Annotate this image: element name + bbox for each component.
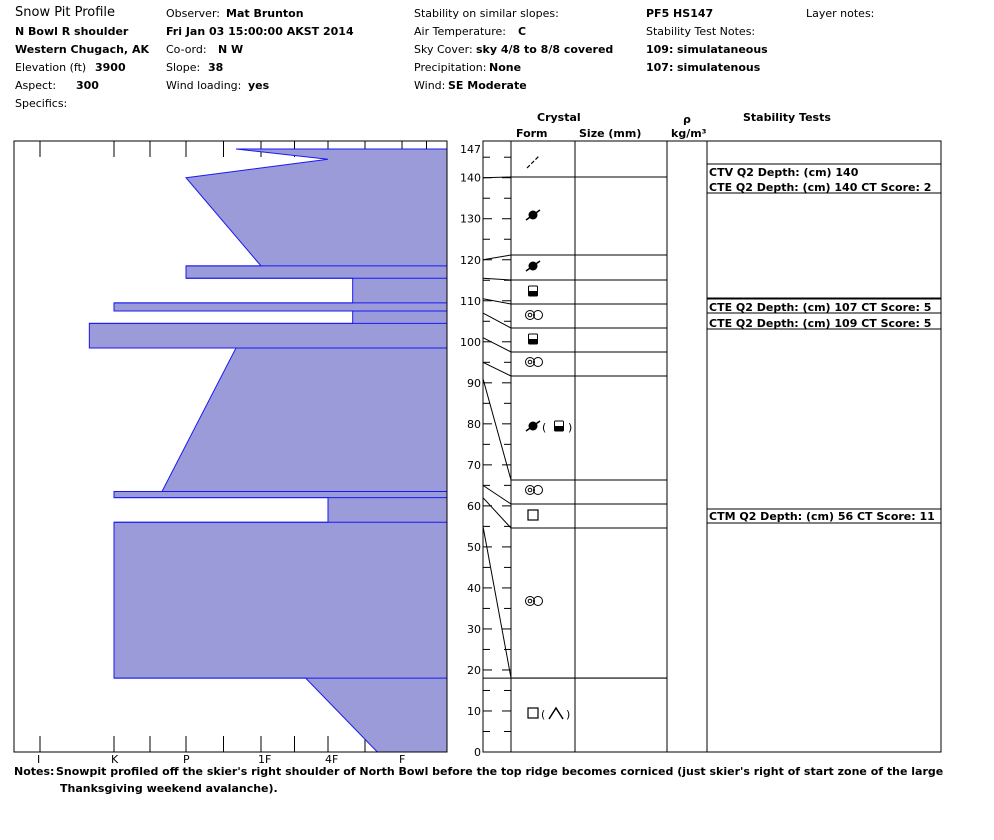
wind-loading-value: yes [248,79,270,92]
crystal-form-rg-icon [526,311,543,320]
svg-text:): ) [566,708,571,721]
depth-tick-label: 100 [460,335,481,349]
crystal-form-df-icon [526,210,540,220]
layer-connector [483,485,511,504]
sky-cover-value: sky 4/8 to 8/8 covered [476,43,614,56]
density-symbol: ρ [683,113,691,126]
precipitation-label: Precipitation: [414,61,487,74]
slope-value: 38 [208,61,224,74]
air-temp-label: Air Temperature: [414,25,506,38]
crystal-form-/-icon [527,156,539,168]
crystal-form-rg-icon [526,597,543,606]
svg-text:(: ( [542,421,547,434]
crystal-form-rg-icon [526,486,543,495]
layer-connector [483,362,511,376]
layer-connector [483,177,511,178]
crystal-form-column [526,156,573,721]
depth-tick-label: 140 [460,171,481,185]
aspect-label: Aspect: [15,79,57,92]
crystal-form-fc-icon [528,510,538,520]
stability-note-1-depth: 109: [646,43,674,56]
hardness-tick-label: K [111,753,119,766]
stability-test-label: CTE Q2 Depth: (cm) 140 CT Score: 2 [709,181,932,194]
stability-test-label: CTV Q2 Depth: (cm) 140 [709,166,859,179]
depth-tick-label: 60 [467,499,481,513]
hardness-axis-labels [37,753,405,766]
depth-tick-label: 10 [467,704,481,718]
crystal-form-df-fcxr--icon [526,421,572,434]
notes-line-1: Snowpit profiled off the skier's right shoulder of North Bowl before the top ridge becomes corniced (just skier's right of start zone of the large [56,765,944,778]
coord-label: Co-ord: [166,43,207,56]
depth-tick-label: 90 [467,376,481,390]
wind-value: SE Moderate [448,79,527,92]
observer-value: Mat Brunton [226,7,304,20]
form-header: Form [516,127,548,140]
svg-text:): ) [568,421,573,434]
crystal-form-fcxr-icon [529,286,538,296]
crystal-grid [483,141,941,752]
stability-test-label: CTE Q2 Depth: (cm) 107 CT Score: 5 [709,301,932,314]
sky-cover-label: Sky Cover: [414,43,473,56]
hardness-tick-label: P [183,753,190,766]
coord-value: N W [218,43,244,56]
depth-tick-label: 30 [467,622,481,636]
size-header: Size (mm) [579,127,642,140]
wind-label: Wind: [414,79,446,92]
stability-note-2-depth: 107: [646,61,674,74]
elevation-value: 3900 [95,61,126,74]
elevation-label: Elevation (ft) [15,61,87,74]
datetime-value: Fri Jan 03 15:00:00 AKST 2014 [166,25,354,38]
layer-connector [483,278,511,280]
pit-region: Western Chugach, AK [15,43,149,56]
depth-tick-label: 20 [467,663,481,677]
pit-location: N Bowl R shoulder [15,25,129,38]
hardness-tick-label: 4F [325,753,339,766]
stability-notes-label: Stability Test Notes: [646,25,756,38]
specifics-label: Specifics: [15,97,68,110]
depth-tick-label: 80 [467,417,481,431]
air-temp-value: C [518,25,527,38]
depth-tick-label: 50 [467,540,481,554]
hardness-tick-label: 1F [258,753,272,766]
density-unit: kg/m³ [671,127,707,140]
layer-connector [483,338,511,352]
stability-test-label: CTE Q2 Depth: (cm) 109 CT Score: 5 [709,317,932,330]
layer-notes-label: Layer notes: [806,7,875,20]
pit-id: PF5 HS147 [646,7,714,20]
wind-loading-label: Wind loading: [166,79,242,92]
depth-tick-label: 147 [460,143,481,156]
stability-note-1-text: simulataneous [677,43,768,56]
slope-label: Slope: [166,61,201,74]
crystal-form-fcxr-icon [529,334,538,344]
layer-connector [483,526,511,678]
hardness-tick-label: I [37,753,41,766]
crystal-form-fc-dh--icon [528,708,570,721]
layer-connector [483,299,511,304]
depth-tick-label: 0 [474,746,481,759]
layer-connector [483,498,511,528]
stability-tests-column [707,164,941,523]
crystal-frame [483,141,941,752]
stability-similar-label: Stability on similar slopes: [414,7,559,20]
depth-tick-label: 130 [460,212,481,226]
depth-axis [460,141,511,759]
aspect-value: 300 [76,79,99,92]
svg-text:(: ( [541,708,546,721]
precipitation-value: None [489,61,522,74]
depth-tick-label: 70 [467,458,481,472]
depth-tick-label: 110 [460,294,481,308]
notes-line-2: Thanksgiving weekend avalanche). [60,782,278,795]
hardness-tick-label: F [399,753,406,766]
depth-tick-label: 40 [467,581,481,595]
depth-tick-label: 120 [460,253,481,267]
hardness-profile-area [89,149,447,752]
crystal-header: Crystal [537,111,581,124]
observer-label: Observer: [166,7,220,20]
layer-connector [483,255,511,260]
stability-tests-header: Stability Tests [743,111,831,124]
layer-connector [483,313,511,328]
page-title: Snow Pit Profile [15,5,116,20]
crystal-form-rg-icon [526,358,543,367]
stability-note-2-text: simulatenous [677,61,761,74]
stability-test-label: CTM Q2 Depth: (cm) 56 CT Score: 11 [709,510,935,523]
notes-label: Notes: [14,765,55,778]
crystal-form-df-icon [526,261,540,271]
